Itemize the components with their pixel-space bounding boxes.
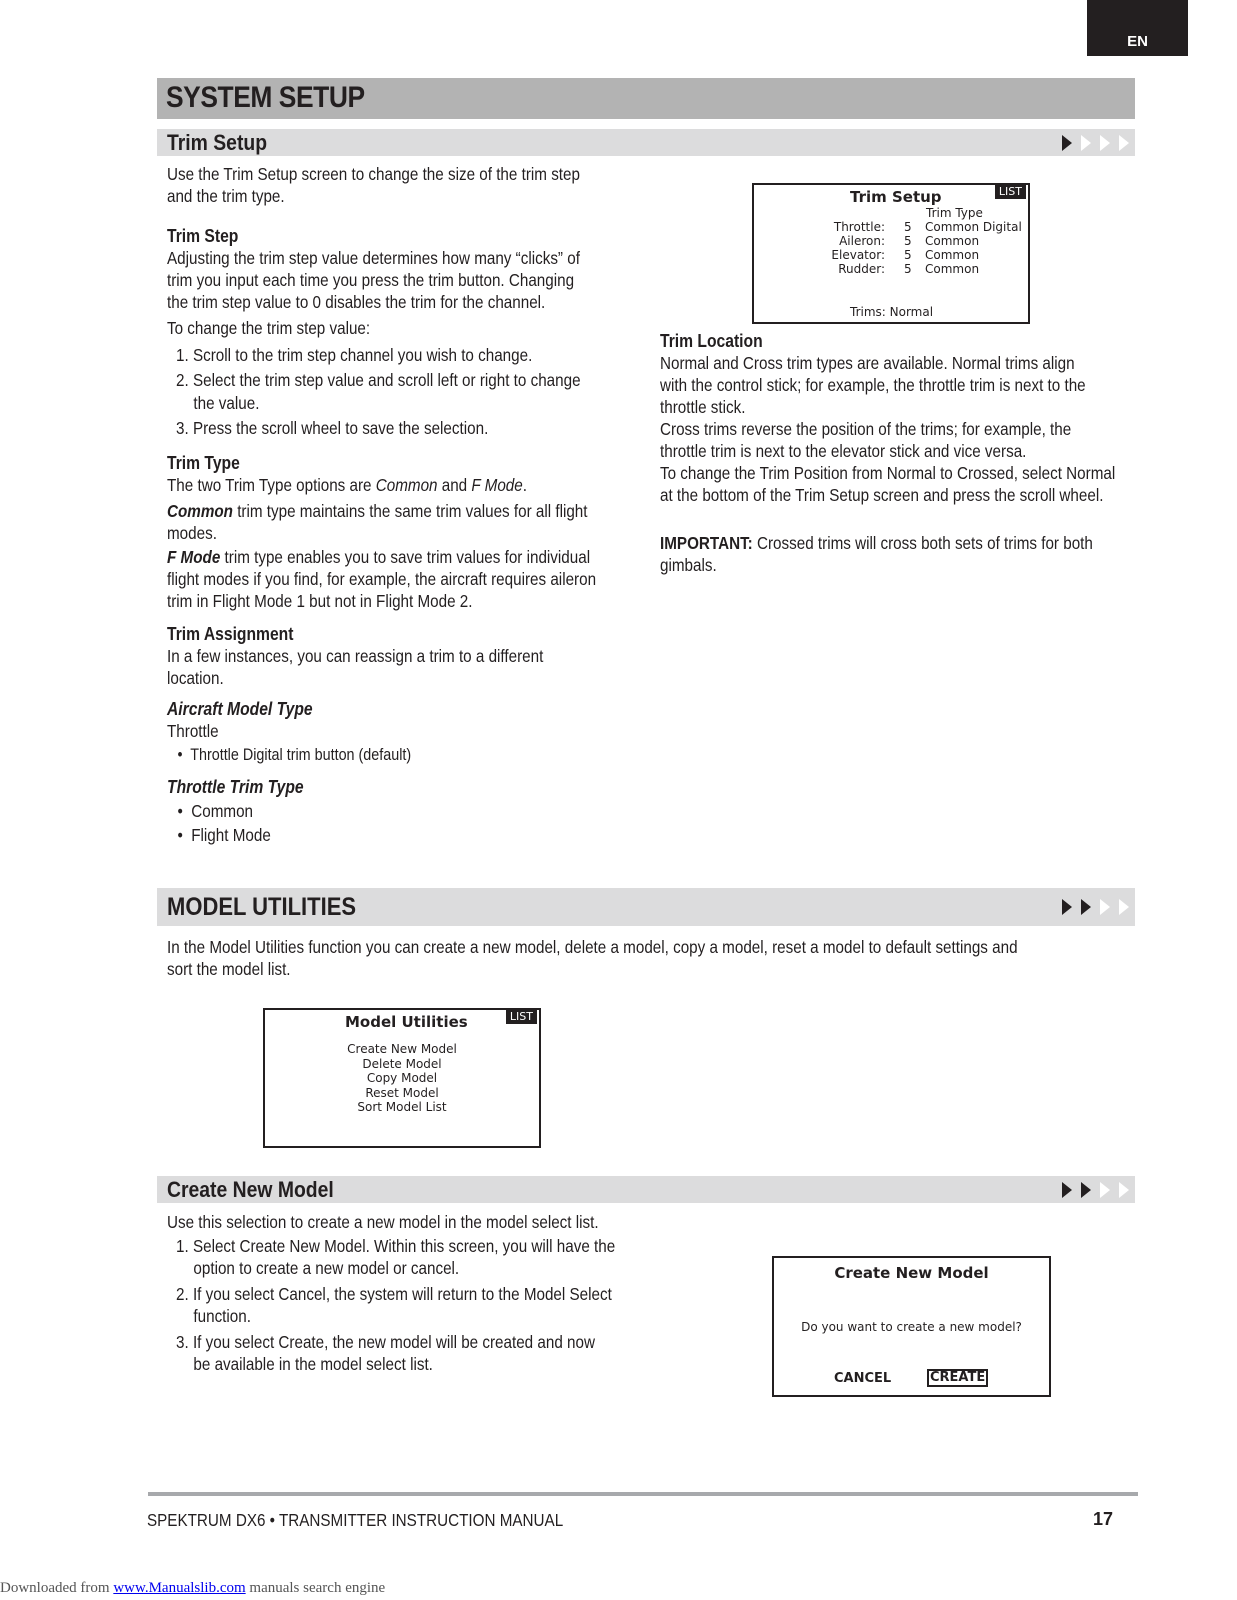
text-line: with the control stick; for example, the throttle trim is next to the [660, 375, 1086, 395]
lcd-row-value: 5 [904, 262, 912, 276]
step-number: 1. [176, 1236, 189, 1256]
lcd-title: Create New Model [834, 1264, 989, 1282]
lcd-row-label: Throttle: [833, 220, 885, 234]
common-label: Common [167, 501, 233, 521]
text-line: In a few instances, you can reassign a trim to a different [167, 646, 544, 666]
lcd-menu [265, 1042, 539, 1115]
lcd-row-type: Common Digital [925, 220, 1022, 234]
lcd-menu-item[interactable]: Copy Model [366, 1071, 438, 1085]
lcd-row-type: Common [925, 262, 980, 276]
fmode-label: F Mode [167, 547, 221, 567]
trim-step-heading: Trim Step [167, 226, 239, 246]
text-line: To change the Trim Position from Normal to Crossed, select Normal [660, 463, 1116, 483]
lcd-col-header: Trim Type [926, 206, 983, 220]
text-line: trim in Flight Mode 1 but not in Flight Mode 2. [167, 591, 473, 611]
aircraft-model-type-section [167, 698, 411, 766]
language-tab [1087, 0, 1188, 56]
lcd-trims-normal[interactable]: Trims: Normal [850, 305, 934, 319]
arrow-icon [1081, 899, 1091, 915]
trim-assignment-heading: Trim Assignment [167, 624, 294, 644]
page-number: 17 [1093, 1509, 1114, 1529]
text-span: F Mode [471, 475, 523, 495]
text-line: location. [167, 668, 224, 688]
step-number: 2. [176, 370, 189, 390]
list-item [176, 417, 581, 440]
lcd-row-type: Common [925, 234, 980, 248]
text-line: Normal and Cross trim types are available. Normal trims align [660, 353, 1075, 373]
text-line: and the trim type. [167, 186, 285, 206]
arrow-icon [1119, 1182, 1129, 1198]
model-utilities-title: MODEL UTILITIES [167, 893, 357, 921]
arrow-icon [1081, 135, 1091, 151]
bullet-text: Common [191, 801, 254, 821]
text-span: . [522, 475, 527, 495]
list-item [176, 369, 581, 392]
text-line: In the Model Utilities function you can create a new model, delete a model, copy a model, reset a model to default settings and [167, 937, 1018, 957]
important-label: IMPORTANT: [660, 533, 753, 553]
footer-manual-title: SPEKTRUM DX6 • TRANSMITTER INSTRUCTION MANUAL [147, 1510, 564, 1530]
bullet-text: Throttle Digital trim button (default) [190, 746, 412, 764]
lcd-menu-item[interactable]: Sort Model List [357, 1100, 447, 1114]
step-number: 3. [176, 418, 189, 438]
text-span: trim type enables you to save trim values for individual [220, 547, 591, 567]
manualslib-link[interactable]: www.Manualslib.com [113, 1580, 246, 1596]
list-item [176, 1235, 615, 1257]
text-line: flight modes if you find, for example, the aircraft requires aileron [167, 569, 597, 589]
trim-step-steps [176, 344, 581, 440]
text-span: and [437, 475, 472, 495]
text-line [167, 474, 596, 496]
text-line: the trim step value to 0 disables the trim for the channel. [167, 292, 546, 312]
download-prefix: Downloaded from [0, 1580, 114, 1596]
lcd-row-value: 5 [904, 248, 912, 262]
bullet-text: Flight Mode [191, 825, 271, 845]
system-setup-title: SYSTEM SETUP [166, 81, 365, 114]
text-line: Cross trims reverse the position of the trims; for example, the [660, 419, 1072, 439]
text-line: throttle trim is next to the elevator stick and vice versa. [660, 441, 1027, 461]
footer-divider [148, 1492, 1138, 1496]
lcd-row-label: Aileron: [839, 234, 885, 248]
trim-step-section [167, 225, 580, 339]
text-span: trim type maintains the same trim values for all flight [232, 501, 588, 521]
arrow-icon [1100, 899, 1110, 915]
arrow-icon [1100, 1182, 1110, 1198]
important-note [660, 532, 1115, 554]
throttle-trim-type-section [167, 775, 304, 847]
step-text: Select Create New Model. Within this screen, you will have the [192, 1236, 616, 1256]
text-line: modes. [167, 523, 217, 543]
lcd-row-value: 5 [904, 220, 912, 234]
arrow-icon [1062, 899, 1072, 915]
step-number: 2. [176, 1284, 189, 1304]
create-button[interactable]: CREATE [927, 1369, 988, 1387]
trim-location-heading: Trim Location [660, 331, 763, 351]
create-new-model-header [157, 1176, 1135, 1203]
list-item [176, 344, 581, 367]
system-setup-header [157, 78, 1135, 119]
arrow-icon [1081, 1182, 1091, 1198]
arrow-icon [1100, 135, 1110, 151]
step-text: If you select Create, the new model will be created and now [192, 1332, 595, 1352]
trim-assignment-section [167, 623, 543, 689]
download-note [0, 1580, 385, 1597]
aircraft-model-type-heading: Aircraft Model Type [167, 699, 313, 719]
text-span: Crossed trims will cross both sets of trims for both [752, 533, 1093, 553]
arrow-icon [1119, 899, 1129, 915]
text-line: Use the Trim Setup screen to change the size of the trim step [167, 164, 580, 184]
download-suffix: manuals search engine [245, 1580, 386, 1596]
step-text-cont: be available in the model select list. [193, 1354, 433, 1374]
create-new-model-title: Create New Model [167, 1177, 334, 1202]
step-text-cont: the value. [193, 393, 260, 413]
cancel-button[interactable]: CANCEL [834, 1371, 892, 1386]
create-new-model-steps [176, 1235, 615, 1375]
model-utilities-header [157, 888, 1135, 926]
list-item [176, 1331, 615, 1353]
step-text-cont: function. [193, 1306, 251, 1326]
text-line: trim you input each time you press the trim button. Changing [167, 270, 575, 290]
list-badge: LIST [506, 1010, 537, 1024]
step-text-cont: option to create a new model or cancel. [193, 1258, 460, 1278]
language-label: EN [1127, 33, 1148, 50]
lcd-menu-item[interactable]: Reset Model [365, 1085, 439, 1100]
text-line: sort the model list. [167, 959, 291, 979]
trim-type-heading: Trim Type [167, 453, 240, 473]
trim-location-section [660, 330, 1115, 576]
text-span: The two Trim Type options are [167, 475, 376, 495]
step-number: 1. [176, 345, 189, 365]
trim-setup-title: Trim Setup [167, 130, 268, 155]
trim-setup-header [157, 129, 1135, 156]
to-change-label: To change the trim step value: [167, 318, 371, 338]
throttle-trim-type-heading: Throttle Trim Type [167, 777, 304, 797]
trim-setup-intro [167, 163, 580, 207]
text-line: throttle stick. [660, 397, 746, 417]
step-text: Select the trim step value and scroll left or right to change [192, 370, 581, 390]
list-item: • Common [177, 801, 254, 821]
lcd-row-label: Elevator: [831, 248, 885, 262]
lcd-row-value: 5 [904, 234, 912, 248]
list-item: • Flight Mode [177, 825, 271, 845]
arrow-icon [1062, 135, 1072, 151]
text-line: gimbals. [660, 555, 717, 575]
text-line: at the bottom of the Trim Setup screen and press the scroll wheel. [660, 485, 1104, 505]
step-text: Press the scroll wheel to save the selection. [192, 418, 489, 438]
create-new-model-intro: Use this selection to create a new model in the model select list. [167, 1212, 599, 1232]
list-badge: LIST [995, 185, 1026, 199]
arrow-icon [1119, 135, 1129, 151]
progress-arrows [1062, 135, 1129, 151]
step-text: If you select Cancel, the system will return to the Model Select [192, 1284, 612, 1304]
lcd-row-label: Rudder: [838, 262, 885, 276]
create-new-model-lcd [772, 1256, 1051, 1397]
lcd-row-type: Common [925, 248, 980, 262]
text-line [167, 546, 596, 568]
lcd-menu-item[interactable]: Delete Model [362, 1056, 442, 1071]
lcd-menu-item[interactable]: Create New Model [347, 1042, 457, 1056]
arrow-icon [1062, 1182, 1072, 1198]
lcd-question: Do you want to create a new model? [801, 1320, 1022, 1334]
progress-arrows [1062, 1182, 1129, 1198]
lcd-title: Model Utilities [345, 1013, 468, 1031]
model-utilities-body [167, 936, 1018, 980]
progress-arrows [1062, 899, 1129, 915]
list-item [176, 1283, 615, 1305]
list-item: • Throttle Digital trim button (default) [177, 746, 412, 764]
text-span: Common [375, 475, 438, 495]
text-line: Adjusting the trim step value determines how many “clicks” of [167, 248, 580, 268]
lcd-title: Trim Setup [850, 188, 942, 206]
text-line: Throttle [167, 721, 219, 741]
trim-setup-lcd [752, 183, 1030, 324]
text-line [167, 500, 596, 522]
step-number: 3. [176, 1332, 189, 1352]
model-utilities-lcd [263, 1008, 541, 1148]
trim-type-section [167, 452, 596, 612]
step-text: Scroll to the trim step channel you wish to change. [192, 345, 533, 365]
